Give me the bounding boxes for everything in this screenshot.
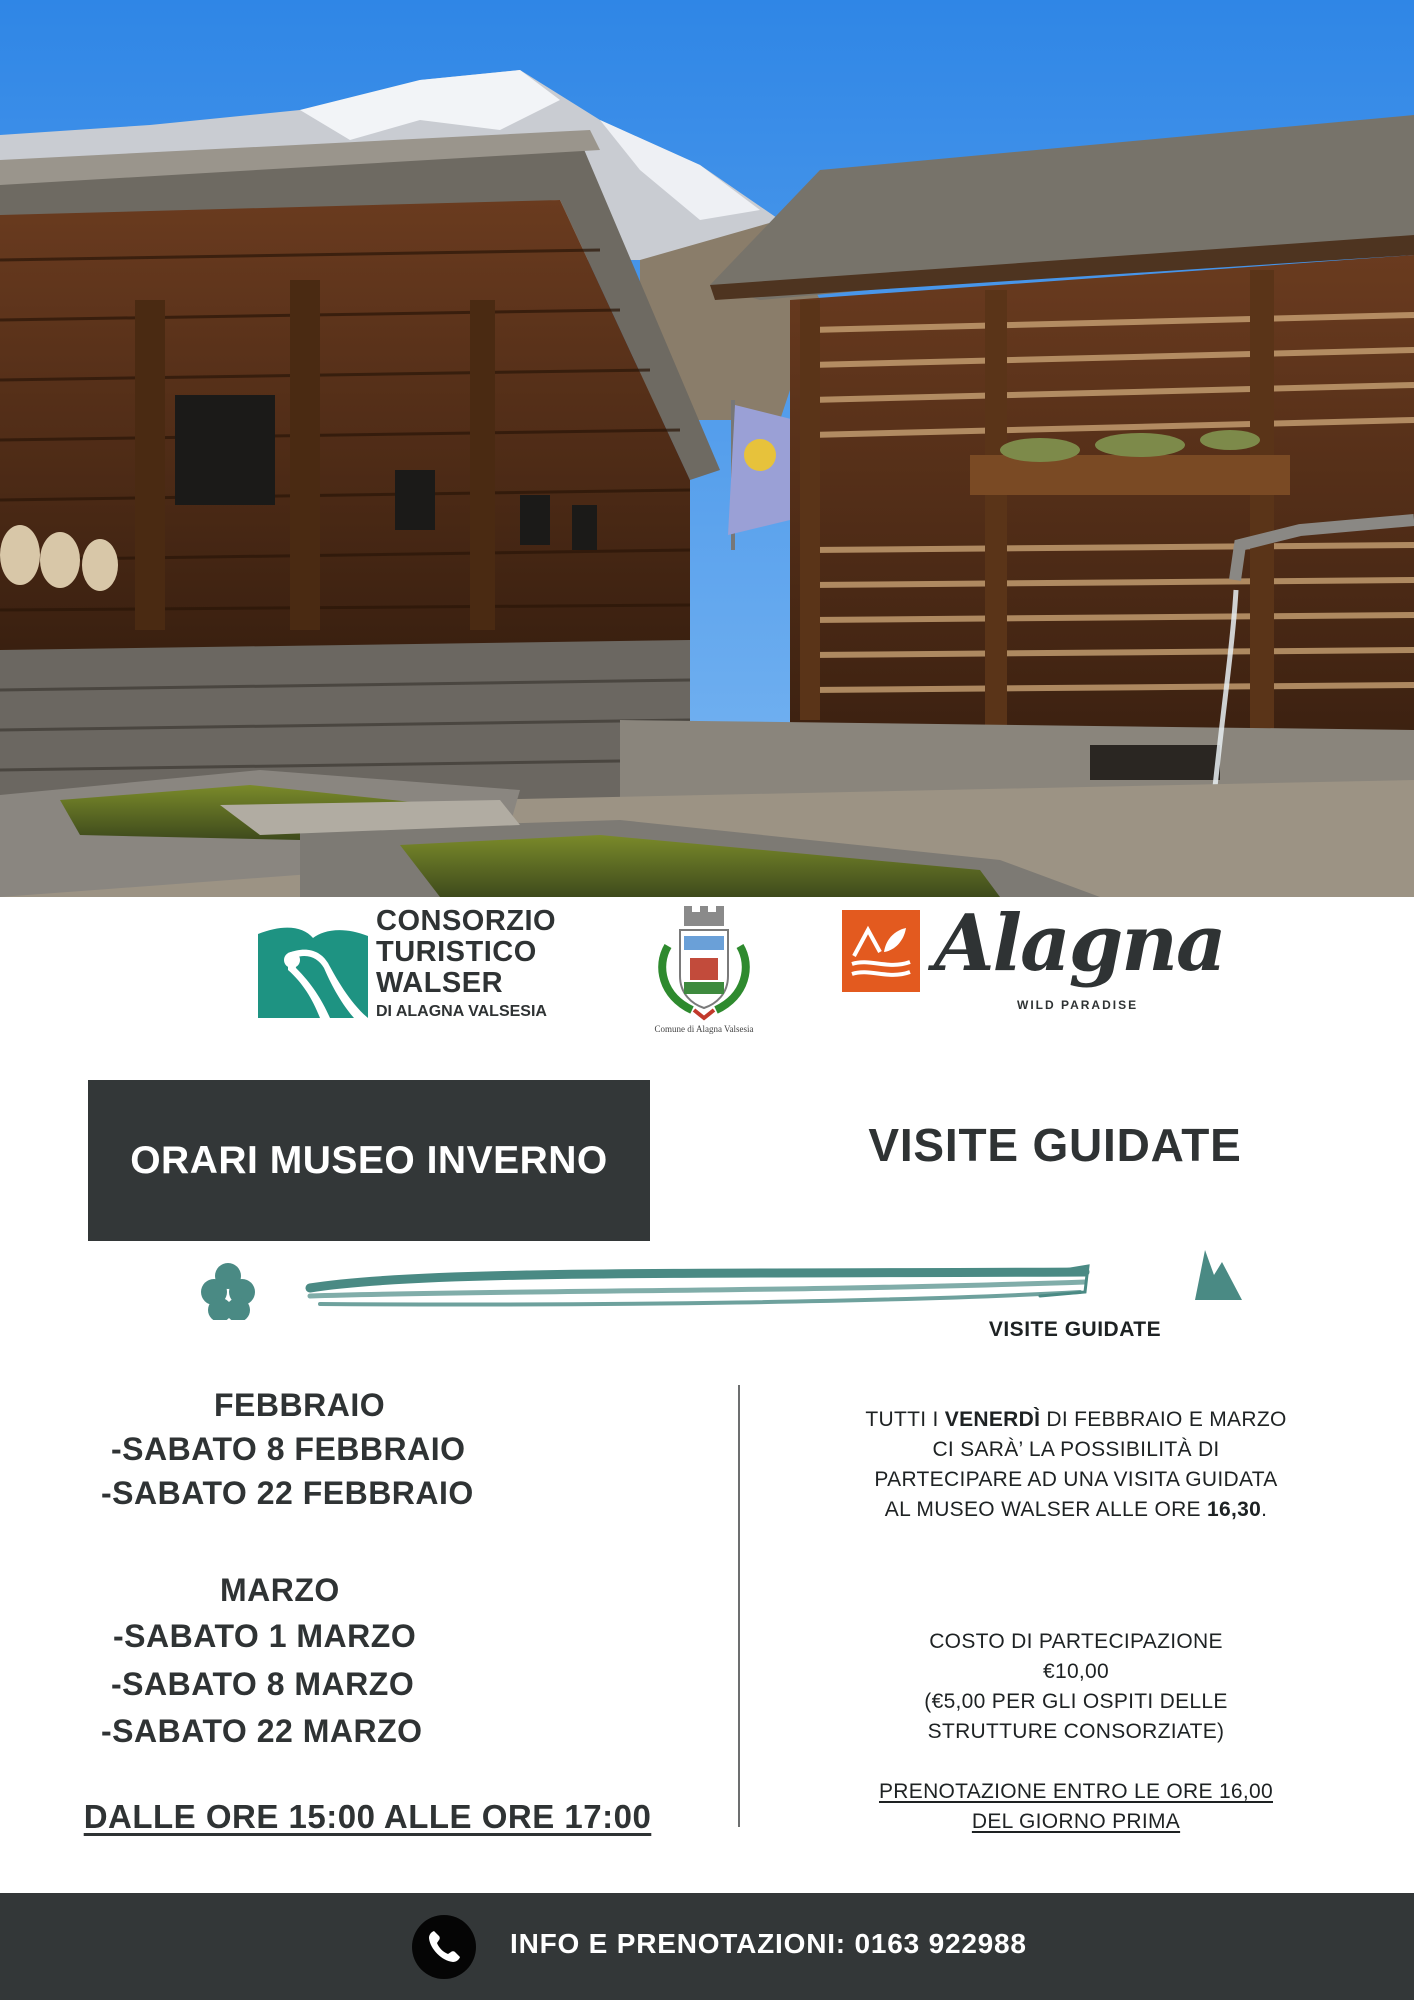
comune-caption: Comune di Alagna Valsesia [654,1024,754,1034]
alagna-mark-icon [842,910,920,992]
participation-cost [860,1627,1292,1747]
cost-discount: (€5,00 PER GLI OSPITI DELLE STRUTTURE CONSORZIATE) [924,1690,1228,1743]
schedule-item: -SABATO 22 MARZO [101,1713,423,1749]
consorzio-walser-logo [258,906,568,1020]
hero-photo [0,0,1414,897]
winter-hours-title: ORARI MUSEO INVERNO [130,1138,608,1182]
alagna-wordmark: Alagna [934,898,1225,989]
info-booking-phone: INFO E PRENOTAZIONI: 0163 922988 [510,1928,1027,1959]
desc-text-a: TUTTI I [865,1408,945,1431]
walser-subtitle: DI ALAGNA VALSESIA [376,1003,547,1020]
opening-hours: DALLE ORE 15:00 ALLE ORE 17:00 [83,1798,652,1835]
schedule-item: -SABATO 22 FEBBRAIO [101,1475,474,1511]
month-header-march: MARZO [220,1572,340,1608]
winter-hours-title-box [88,1080,650,1241]
cost-label: COSTO DI PARTECIPAZIONE [929,1630,1223,1653]
desc-text-c: . [1261,1498,1268,1521]
guided-tours-subheading: VISITE GUIDATE [988,1318,1162,1341]
schedule-item: -SABATO 8 MARZO [111,1666,415,1702]
desc-bold-time: 16,30 [1207,1498,1262,1521]
walser-line-3: WALSER [376,967,504,999]
month-header-february: FEBBRAIO [214,1387,386,1423]
guided-tour-description [860,1405,1292,1525]
schedule-item: -SABATO 8 FEBBRAIO [111,1431,466,1467]
comune-crest-logo [646,906,762,1036]
crest-icon [646,906,762,1022]
guided-tours-title: VISITE GUIDATE [868,1119,1242,1171]
footer-bar [0,1893,1414,2000]
walser-emblem-icon [258,908,368,1018]
schedule-item: -SABATO 1 MARZO [113,1618,417,1654]
mountain-peaks-icon [1195,1250,1242,1300]
cost-price: €10,00 [1042,1660,1110,1683]
walser-line-2: TURISTICO [376,936,537,968]
flower-icon [201,1263,255,1320]
walser-line-1: CONSORZIO [376,905,557,937]
column-divider [738,1385,740,1827]
alagna-logo [842,898,1225,1028]
decorative-row [0,1230,1414,1320]
desc-text-b: DI FEBBRAIO E MARZO CI SARÀ’ LA POSSIBILITÀ DI PARTECIPARE AD UNA VISITA GUIDATA AL MUSEO WALSER ALLE ORE [874,1408,1287,1521]
booking-deadline: PRENOTAZIONE ENTRO LE ORE 16,00 DEL GIORNO PRIMA [878,1780,1273,1833]
alagna-tagline: WILD PARADISE [1017,998,1139,1012]
desc-bold-day: VENERDÌ [944,1408,1041,1431]
brush-stroke-icon [310,1266,1088,1305]
phone-icon [412,1915,476,1979]
